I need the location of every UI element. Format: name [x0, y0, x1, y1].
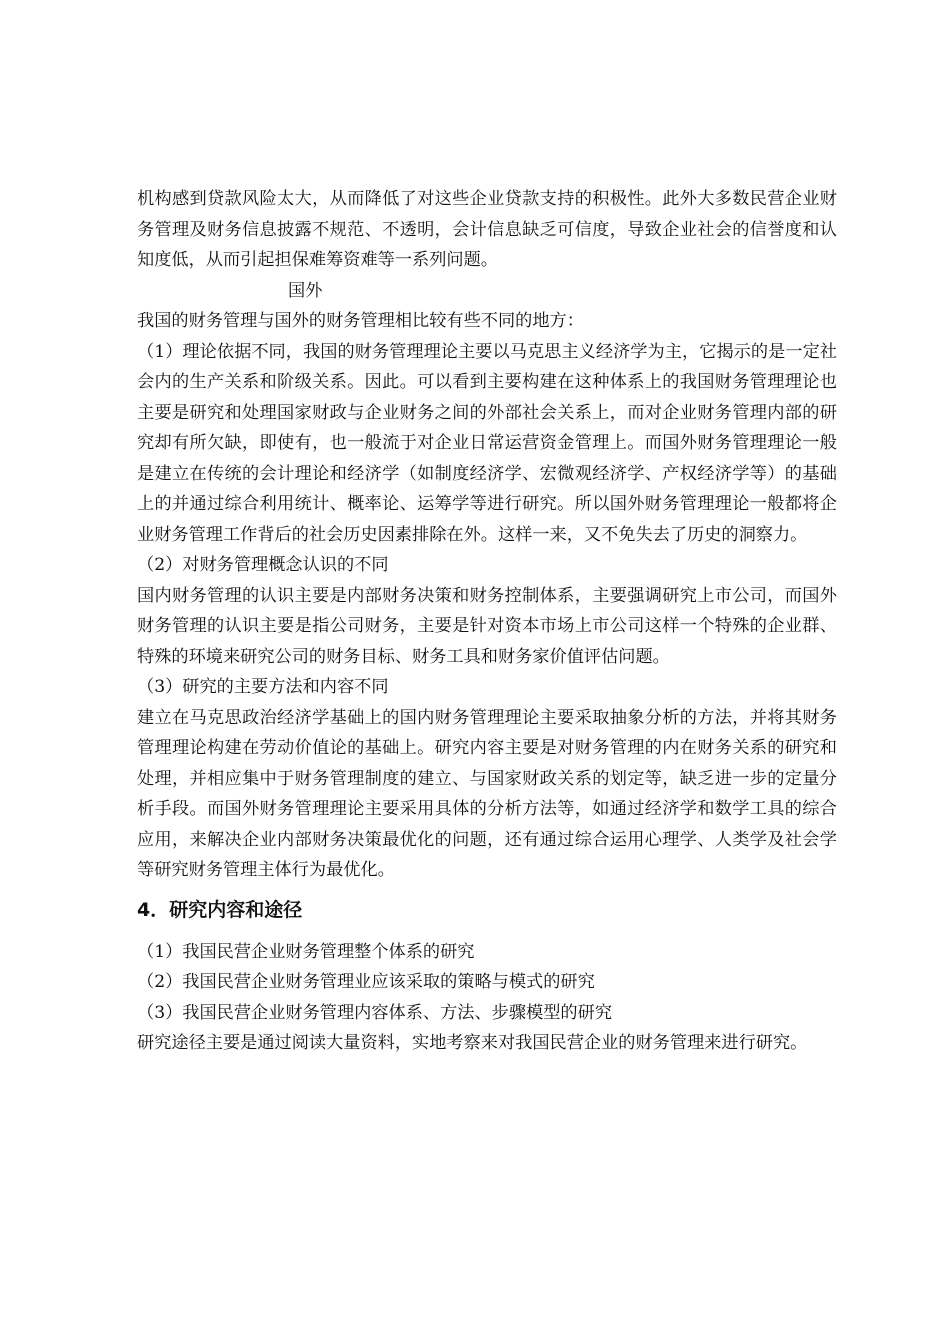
list-item: （2）我国民营企业财务管理业应该采取的策略与模式的研究 — [137, 972, 595, 992]
list-item: （3）我国民营企业财务管理内容体系、方法、步骤模型的研究 — [137, 1002, 613, 1023]
paragraph-concept: 国内财务管理的认识主要是内部财务决策和财务控制体系，主要强调研究上市公司，而国外财务管理的认识主要是指公司财务，主要是针对资本市场上市公司这样一个特殊的企业群、特殊的环境来研究公司的财务目标、财务工具和财务家价值评估问题。 — [137, 585, 837, 667]
section-heading-research: 4．研究内容和途径 — [137, 898, 303, 921]
list-item: （1）我国民营企业财务管理整个体系的研究 — [137, 941, 475, 962]
paragraph-research-approach: 研究途径主要是通过阅读大量资料，实地考察来对我国民营企业的财务管理来进行研究。 — [137, 1033, 808, 1053]
paragraph-concept-title: （2）对财务管理概念认识的不同 — [137, 555, 389, 575]
paragraph-credit-risk: 机构感到贷款风险太大，从而降低了对这些企业贷款支持的积极性。此外大多数民营企业财务管理及财务信息披露不规范、不透明，会计信息缺乏可信度，导致企业社会的信誉度和认知度低，从而引起担保难筹资难等一系列问题。 — [137, 189, 837, 270]
paragraph-method: 建立在马克思政治经济学基础上的国内财务管理理论主要采取抽象分析的方法，并将其财务管理理论构建在劳动价值论的基础上。研究内容主要是对财务管理的内在财务关系的研究和处理，并相应集中于财务管理制度的建立、与国家财政关系的划定等，缺乏进一步的定量分析手段。而国外财务管理理论主要采用具体的分析方法等，如通过经济学和数学工具的综合应用，来解决企业内部财务决策最优化的问题，还有通过综合运用心理学、人类学及社会学等研究财务管理主体行为最优化。 — [137, 707, 837, 880]
document-body — [137, 184, 837, 1059]
subheading-foreign: 国外 — [288, 280, 323, 301]
paragraph-theory-basis: （1）理论依据不同，我国的财务管理理论主要以马克思主义经济学为主，它揭示的是一定社会内的生产关系和阶级关系。因此。可以看到主要构建在这种体系上的我国财务管理理论也主要是研究和处理国家财政与企业财务之间的外部社会关系上，而对企业财务管理内部的研究却有所欠缺，即使有，也一般流于对企业日常运营资金管理上。而国外财务管理理论一般是建立在传统的会计理论和经济学（如制度经济学、宏微观经济学、产权经济学等）的基础上的并通过综合利用统计、概率论、运筹学等进行研究。所以国外财务管理理论一般都将企业财务管理工作背后的社会历史因素排除在外。这样一来，又不免失去了历史的洞察力。 — [137, 341, 837, 545]
paragraph-comparison-intro: 我国的财务管理与国外的财务管理相比较有些不同的地方： — [137, 311, 584, 331]
paragraph-method-title: （3）研究的主要方法和内容不同 — [137, 677, 389, 697]
